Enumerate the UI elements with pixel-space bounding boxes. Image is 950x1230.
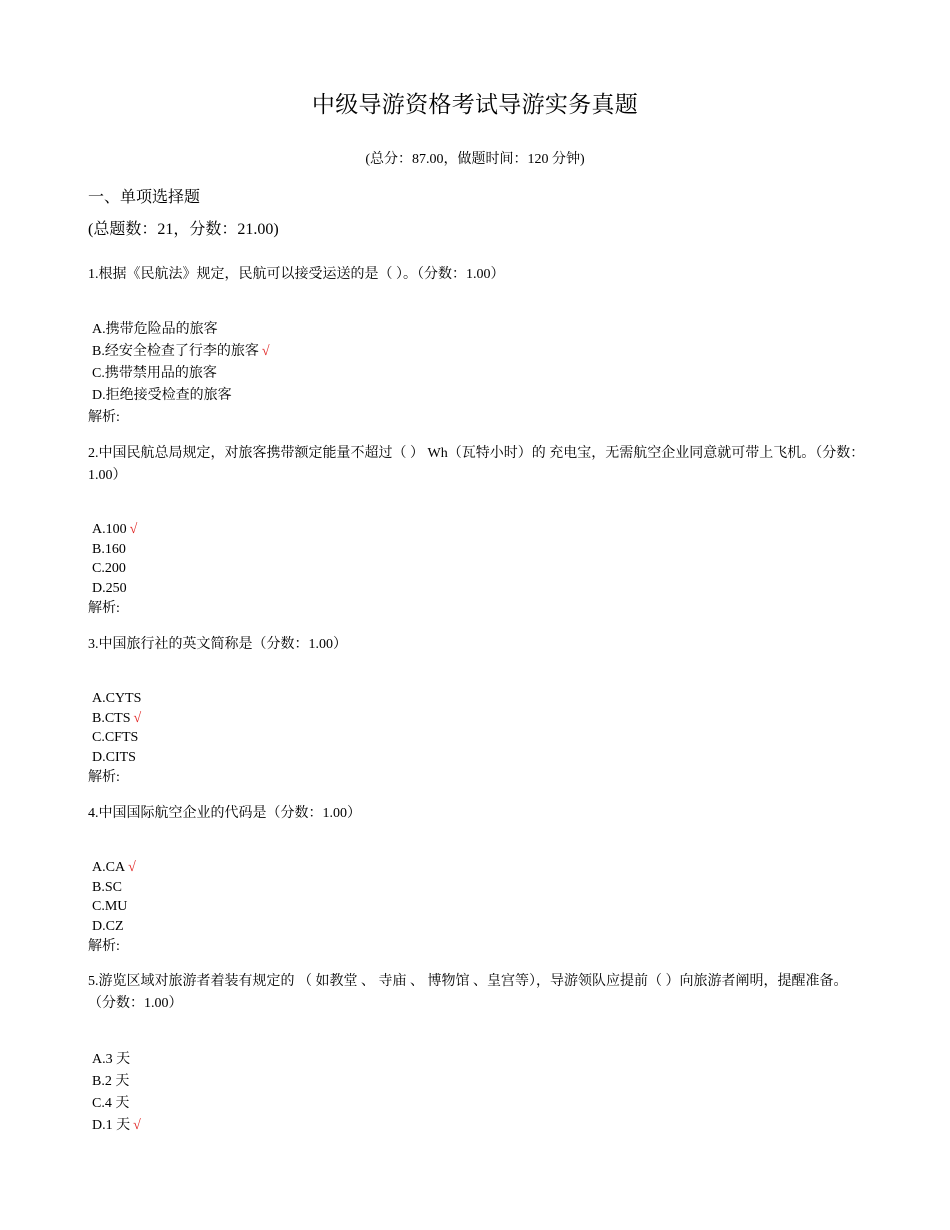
option-c: C.4 天	[92, 1096, 130, 1111]
option-d: D.250	[92, 580, 127, 596]
options-list	[92, 1049, 141, 1137]
question-text: 3.中国旅行社的英文简称是（分数：1.00）	[88, 637, 347, 652]
question-text: 4.中国国际航空企业的代码是（分数：1.00）	[88, 806, 361, 821]
section-meta: (总题数：21，分数：21.00)	[88, 221, 279, 238]
option-b: B.2 天	[92, 1074, 130, 1089]
question-text: 2.中国民航总局规定，对旅客携带额定能量不超过（ ） Wh（瓦特小时）的 充电宝，无需航空企业同意就可带上飞机。（分数：1.00）	[88, 446, 865, 483]
question-1	[88, 264, 868, 425]
option-b: B.160	[92, 541, 126, 557]
option-a: A.CA √	[92, 860, 136, 875]
option-a: A.100 √	[92, 522, 138, 537]
options-list	[92, 689, 141, 767]
option-b: B.SC	[92, 879, 122, 895]
option-d: D.1 天 √	[92, 1118, 141, 1133]
correct-check-icon: √	[133, 710, 142, 726]
analysis-label: 解析:	[88, 410, 120, 425]
option-a: A.携带危险品的旅客	[92, 322, 218, 337]
question-3	[88, 634, 868, 785]
section-heading: 一、单项选择题	[88, 189, 201, 206]
question-text: 1.根据《民航法》规定，民航可以接受运送的是（ ）。（分数：1.00）	[88, 267, 505, 282]
question-5	[88, 971, 868, 1133]
question-4	[88, 803, 868, 954]
correct-check-icon: √	[129, 522, 138, 537]
option-a: A.3 天	[92, 1052, 131, 1067]
correct-check-icon: √	[261, 344, 270, 359]
option-c: C.200	[92, 561, 126, 576]
analysis-label: 解析:	[88, 770, 120, 785]
correct-check-icon: √	[133, 1118, 141, 1133]
option-c: C.MU	[92, 899, 128, 914]
analysis-label: 解析:	[88, 601, 120, 616]
question-text: 5.游览区域对旅游者着装有规定的 （ 如教堂 、 寺庙 、 博物馆 、皇宫等），导游领队应提前（ ）向旅游者阐明，提醒准备。（分数：1.00）	[88, 974, 848, 1011]
option-d: D.CITS	[92, 749, 136, 765]
option-d: D.拒绝接受检查的旅客	[92, 388, 232, 403]
page-title: 中级导游资格考试导游实务真题	[311, 92, 639, 118]
option-d: D.CZ	[92, 918, 124, 934]
options-list	[92, 858, 136, 936]
exam-info: (总分：87.00，做题时间：120 分钟)	[365, 152, 585, 167]
options-list	[92, 520, 137, 598]
options-list	[92, 319, 270, 407]
option-a: A.CYTS	[92, 691, 142, 706]
option-b: B.经安全检查了行李的旅客 √	[92, 344, 270, 359]
option-b: B.CTS √	[92, 710, 142, 726]
correct-check-icon: √	[128, 860, 136, 875]
analysis-label: 解析:	[88, 939, 120, 954]
option-c: C.CFTS	[92, 730, 139, 745]
option-c: C.携带禁用品的旅客	[92, 366, 217, 381]
question-2	[88, 443, 868, 616]
